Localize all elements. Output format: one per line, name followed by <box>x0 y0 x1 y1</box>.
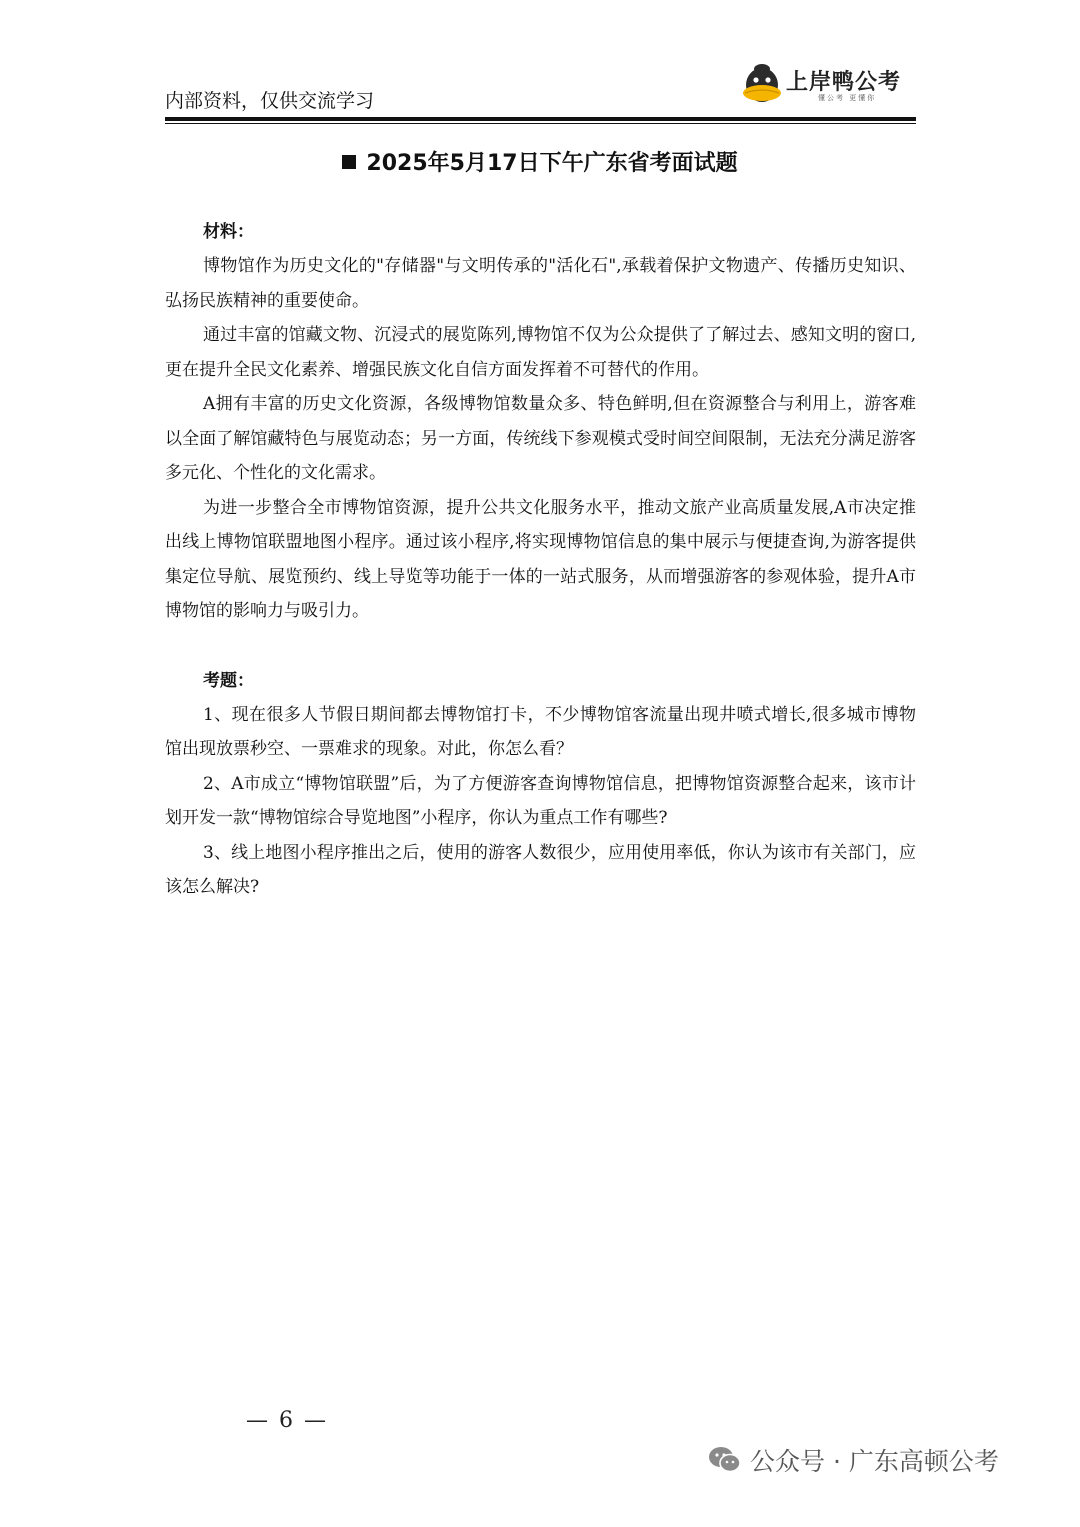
section-gap <box>165 629 916 663</box>
duck-logo-icon <box>742 60 786 106</box>
material-label: 材料： <box>203 222 254 242</box>
header-rule-thin <box>165 123 916 124</box>
question-1: 1、现在很多人节假日期间都去博物馆打卡，不少博物馆客流量出现井喷式增长,很多城市博物馆出现放票秒空、一票难求的现象。对此，你怎么看？ <box>165 704 916 759</box>
page-title <box>0 146 1080 177</box>
questions-label: 考题： <box>203 670 254 691</box>
watermark <box>708 1438 999 1482</box>
material-paragraph-1: 博物馆作为历史文化的"存储器"与文明传承的"活化石",承载着保护文物遗产、传播历史知识、弘扬民族精神的重要使命。 <box>165 256 916 311</box>
material-paragraph-2: 通过丰富的馆藏文物、沉浸式的展览陈列,博物馆不仅为公众提供了了解过去、感知文明的窗口,更在提升全民文化素养、增强民族文化自信方面发挥着不可替代的作用。 <box>165 325 916 380</box>
page-number: — 6 — <box>246 1408 328 1433</box>
header-rule-thick <box>165 117 916 121</box>
header-note: 内部资料，仅供交流学习 <box>165 90 375 112</box>
document-body <box>165 214 916 905</box>
watermark-text: 公众号 · 广东高顿公考 <box>750 1447 999 1476</box>
logo-tagline: 懂公考 更懂你 <box>818 94 877 102</box>
material-paragraph-3: A拥有丰富的历史文化资源，各级博物馆数量众多、特色鲜明,但在资源整合与利用上，游客难以全面了解馆藏特色与展览动态；另一方面，传统线下参观模式受时间空间限制，无法充分满足游客多元化、个性化的文化需求。 <box>165 394 916 483</box>
question-2: 2、A市成立“博物馆联盟”后，为了方便游客查询博物馆信息，把博物馆资源整合起来，该市计划开发一款“博物馆综合导览地图”小程序，你认为重点工作有哪些? <box>165 773 916 828</box>
logo-name: 上岸鸭公考 <box>786 70 902 95</box>
material-paragraph-4: 为进一步整合全市博物馆资源，提升公共文化服务水平，推动文旅产业高质量发展,A市决定推出线上博物馆联盟地图小程序。通过该小程序,将实现博物馆信息的集中展示与便捷查询,为游客提供集定位导航、展览预约、线上导览等功能于一体的一站式服务，从而增强游客的参观体验，提升A市博物馆的影响力与吸引力。 <box>165 497 916 621</box>
brand-logo <box>742 60 922 110</box>
wechat-icon <box>708 1445 742 1475</box>
black-square-icon <box>342 155 356 169</box>
page-title-text: 2025年5月17日下午广东省考面试题 <box>366 151 738 176</box>
question-3: 3、线上地图小程序推出之后，使用的游客人数很少，应用使用率低，你认为该市有关部门，应该怎么解决? <box>165 842 916 897</box>
